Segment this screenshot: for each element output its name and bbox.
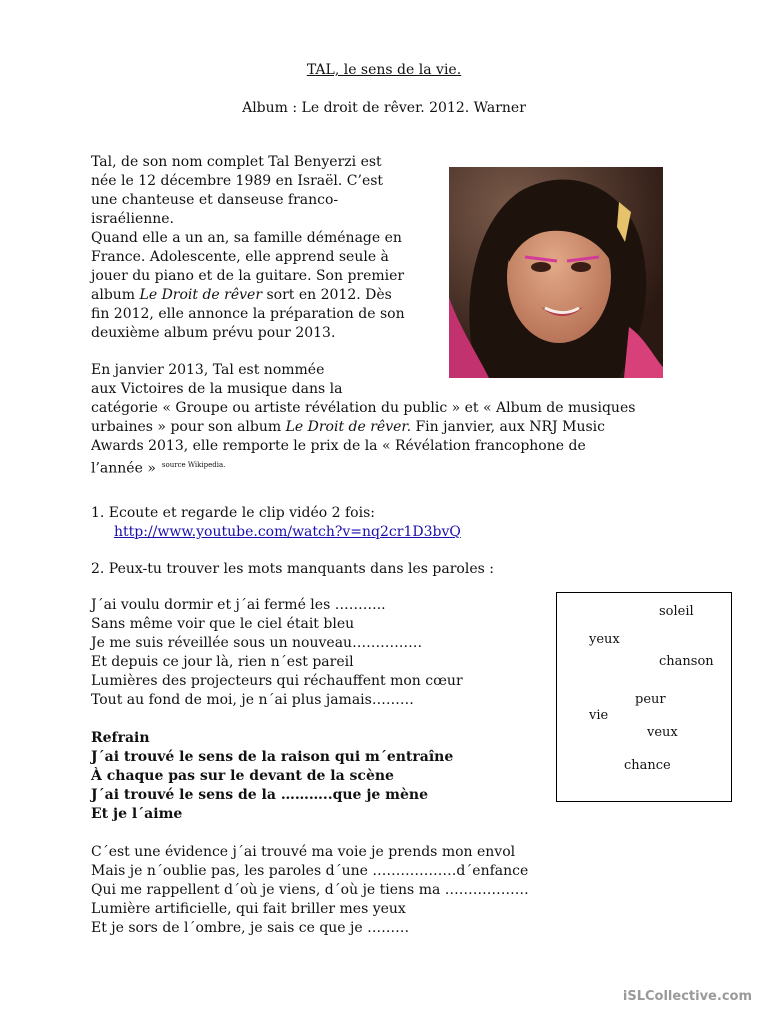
awards-line <box>91 456 671 479</box>
portrait-image <box>449 167 663 378</box>
bio-line: Tal, de son nom complet Tal Benyerzi est <box>91 154 382 170</box>
album-name: Le Droit de rêver. <box>285 419 412 435</box>
lyric-line: Tout au fond de moi, je n´ai plus jamais……… <box>91 692 414 708</box>
question-1-text: 1. Ecoute et regarde le clip vidéo 2 fois: <box>91 505 375 521</box>
word-bank-box <box>556 592 732 802</box>
bio-line: jouer du piano et de la guitare. Son premier <box>91 268 405 284</box>
lyric-line: Lumière artificielle, qui fait briller mes yeux <box>91 901 406 917</box>
lyric-line: Sans même voir que le ciel était bleu <box>91 616 355 632</box>
lyric-line: J´ai trouvé le sens de la raison qui m´entraîne <box>91 749 454 765</box>
awards-line <box>91 418 671 437</box>
album-line: Album : Le droit de rêver. 2012. Warner <box>242 100 526 116</box>
question-2: 2. Peux-tu trouver les mots manquants dans les paroles : <box>91 561 494 577</box>
awards-text: l’année » <box>91 460 156 477</box>
bio-line: une chanteuse et danseuse franco- <box>91 192 339 208</box>
word-bank-item: chance <box>624 758 671 773</box>
bio-line: née le 12 décembre 1989 en Israël. C’est <box>91 173 384 189</box>
word-bank-item: soleil <box>659 604 694 619</box>
refrain-heading: Refrain <box>91 730 150 746</box>
word-bank-item: vie <box>589 708 609 723</box>
awards-line: catégorie « Groupe ou artiste révélation du public » et « Album de musiques <box>91 400 636 416</box>
youtube-link[interactable]: http://www.youtube.com/watch?v=nq2cr1D3bvQ <box>114 524 461 540</box>
bio-text: sort en 2012. Dès <box>262 287 392 303</box>
word-bank-item: yeux <box>589 632 620 647</box>
refrain-block <box>91 729 541 824</box>
awards-line: En janvier 2013, Tal est nommée <box>91 362 325 378</box>
bio-line <box>91 286 413 305</box>
word-bank-item: chanson <box>659 654 714 669</box>
document-title: TAL, le sens de la vie. <box>306 62 462 78</box>
lyric-line: Et je sors de l´ombre, je sais ce que je ……… <box>91 920 410 936</box>
bio-line: deuxième album prévu pour 2013. <box>91 325 336 341</box>
question-1 <box>91 504 461 542</box>
lyric-line: Et je l´aime <box>91 806 183 822</box>
awards-text: Fin janvier, aux NRJ Music <box>411 419 605 435</box>
word-bank-item: veux <box>647 725 678 740</box>
source-note: source Wikipedia. <box>161 461 226 469</box>
lyric-line: J´ai trouvé le sens de la ………..que je mène <box>91 787 428 803</box>
bio-paragraph <box>91 153 413 343</box>
lyric-line: J´ai voulu dormir et j´ai fermé les ……….. <box>91 597 386 613</box>
bio-line: France. Adolescente, elle apprend seule à <box>91 249 389 265</box>
lyric-line: Et depuis ce jour là, rien n´est pareil <box>91 654 354 670</box>
album-name: Le Droit de rêver <box>139 287 263 303</box>
watermark: iSLCollective.com <box>622 989 752 1004</box>
lyric-line: À chaque pas sur le devant de la scène <box>91 768 394 784</box>
bio-line: Quand elle a un an, sa famille déménage en <box>91 230 402 246</box>
awards-line: Awards 2013, elle remporte le prix de la « Révélation francophone de <box>91 438 586 454</box>
verse-2-block <box>91 843 541 938</box>
awards-text: urbaines » pour son album <box>91 419 286 435</box>
awards-paragraph <box>91 361 671 479</box>
bio-text: album <box>91 287 140 303</box>
lyric-line: Qui me rappellent d´où je viens, d´où je tiens ma ……………… <box>91 882 529 898</box>
lyric-line: Je me suis réveillée sous un nouveau…………… <box>91 635 423 651</box>
bio-line: israélienne. <box>91 211 174 227</box>
awards-line: aux Victoires de la musique dans la <box>91 381 343 397</box>
lyric-line: Lumières des projecteurs qui réchauffent mon cœur <box>91 673 463 689</box>
artist-photo <box>449 167 663 378</box>
word-bank-item: peur <box>635 692 666 707</box>
lyric-line: C´est une évidence j´ai trouvé ma voie je prends mon envol <box>91 844 516 860</box>
lyric-line: Mais je n´oublie pas, les paroles d´une ………………d´enfance <box>91 863 529 879</box>
lyrics-block <box>91 596 541 938</box>
bio-line: fin 2012, elle annonce la préparation de son <box>91 306 405 322</box>
